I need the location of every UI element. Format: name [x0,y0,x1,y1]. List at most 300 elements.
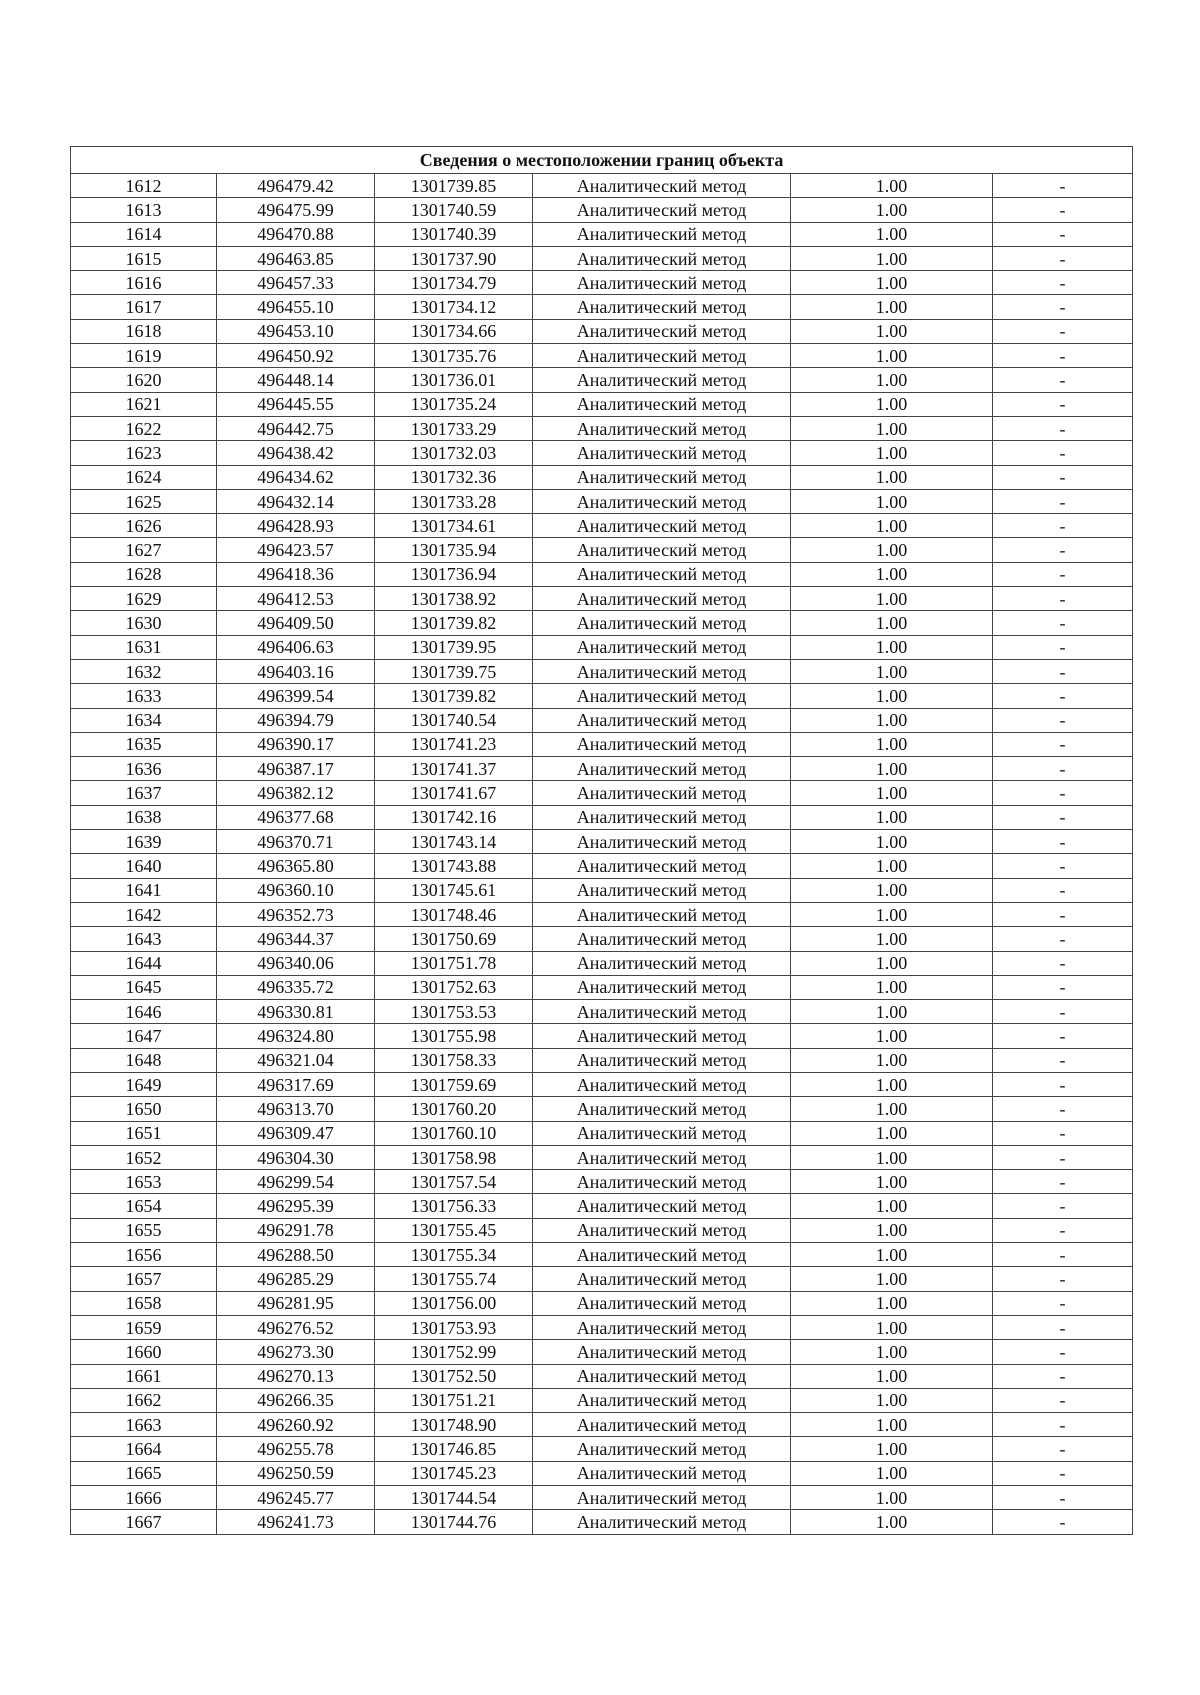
method-cell: Аналитический метод [533,684,791,708]
point-number-cell: 1665 [71,1461,217,1485]
table-body [71,147,1133,1535]
method-cell: Аналитический метод [533,1243,791,1267]
method-cell: Аналитический метод [533,951,791,975]
table-row [71,951,1133,975]
accuracy-cell: 1.00 [791,854,993,878]
accuracy-cell: 1.00 [791,1340,993,1364]
x-coordinate-cell: 496475.99 [217,198,375,222]
method-cell: Аналитический метод [533,271,791,295]
point-number-cell: 1652 [71,1145,217,1169]
y-coordinate-cell: 1301735.76 [375,344,533,368]
x-coordinate-cell: 496344.37 [217,927,375,951]
description-cell: - [993,514,1133,538]
description-cell: - [993,927,1133,951]
table-row [71,344,1133,368]
y-coordinate-cell: 1301734.79 [375,271,533,295]
accuracy-cell: 1.00 [791,1048,993,1072]
point-number-cell: 1645 [71,975,217,999]
y-coordinate-cell: 1301734.66 [375,319,533,343]
x-coordinate-cell: 496324.80 [217,1024,375,1048]
y-coordinate-cell: 1301740.54 [375,708,533,732]
description-cell: - [993,1388,1133,1412]
description-cell: - [993,465,1133,489]
method-cell: Аналитический метод [533,902,791,926]
table-row [71,1510,1133,1534]
method-cell: Аналитический метод [533,1097,791,1121]
point-number-cell: 1641 [71,878,217,902]
method-cell: Аналитический метод [533,319,791,343]
table-row [71,489,1133,513]
x-coordinate-cell: 496330.81 [217,1000,375,1024]
point-number-cell: 1660 [71,1340,217,1364]
accuracy-cell: 1.00 [791,927,993,951]
table-row [71,1145,1133,1169]
point-number-cell: 1624 [71,465,217,489]
x-coordinate-cell: 496428.93 [217,514,375,538]
description-cell: - [993,344,1133,368]
y-coordinate-cell: 1301756.33 [375,1194,533,1218]
table-row [71,1388,1133,1412]
method-cell: Аналитический метод [533,1388,791,1412]
point-number-cell: 1642 [71,902,217,926]
table-row [71,514,1133,538]
x-coordinate-cell: 496276.52 [217,1315,375,1339]
y-coordinate-cell: 1301732.36 [375,465,533,489]
point-number-cell: 1622 [71,416,217,440]
accuracy-cell: 1.00 [791,1145,993,1169]
point-number-cell: 1634 [71,708,217,732]
x-coordinate-cell: 496285.29 [217,1267,375,1291]
method-cell: Аналитический метод [533,878,791,902]
y-coordinate-cell: 1301751.21 [375,1388,533,1412]
description-cell: - [993,757,1133,781]
table-title-row [71,147,1133,174]
x-coordinate-cell: 496434.62 [217,465,375,489]
table-row [71,902,1133,926]
y-coordinate-cell: 1301736.01 [375,368,533,392]
y-coordinate-cell: 1301752.50 [375,1364,533,1388]
description-cell: - [993,1145,1133,1169]
method-cell: Аналитический метод [533,757,791,781]
x-coordinate-cell: 496321.04 [217,1048,375,1072]
description-cell: - [993,1121,1133,1145]
y-coordinate-cell: 1301755.98 [375,1024,533,1048]
table-row [71,1072,1133,1096]
y-coordinate-cell: 1301733.28 [375,489,533,513]
point-number-cell: 1647 [71,1024,217,1048]
point-number-cell: 1626 [71,514,217,538]
x-coordinate-cell: 496382.12 [217,781,375,805]
x-coordinate-cell: 496295.39 [217,1194,375,1218]
point-number-cell: 1627 [71,538,217,562]
y-coordinate-cell: 1301744.54 [375,1486,533,1510]
y-coordinate-cell: 1301741.67 [375,781,533,805]
accuracy-cell: 1.00 [791,684,993,708]
method-cell: Аналитический метод [533,1315,791,1339]
table-row [71,198,1133,222]
table-row [71,1486,1133,1510]
y-coordinate-cell: 1301745.23 [375,1461,533,1485]
description-cell: - [993,611,1133,635]
point-number-cell: 1650 [71,1097,217,1121]
point-number-cell: 1612 [71,174,217,198]
description-cell: - [993,951,1133,975]
y-coordinate-cell: 1301738.92 [375,587,533,611]
boundary-coordinates-table [70,146,1133,1535]
point-number-cell: 1646 [71,1000,217,1024]
point-number-cell: 1616 [71,271,217,295]
description-cell: - [993,174,1133,198]
table-row [71,416,1133,440]
accuracy-cell: 1.00 [791,659,993,683]
y-coordinate-cell: 1301756.00 [375,1291,533,1315]
method-cell: Аналитический метод [533,538,791,562]
method-cell: Аналитический метод [533,1121,791,1145]
y-coordinate-cell: 1301744.76 [375,1510,533,1534]
description-cell: - [993,1024,1133,1048]
accuracy-cell: 1.00 [791,1243,993,1267]
method-cell: Аналитический метод [533,635,791,659]
accuracy-cell: 1.00 [791,1291,993,1315]
table-row [71,781,1133,805]
point-number-cell: 1625 [71,489,217,513]
description-cell: - [993,416,1133,440]
y-coordinate-cell: 1301758.33 [375,1048,533,1072]
method-cell: Аналитический метод [533,1194,791,1218]
point-number-cell: 1629 [71,587,217,611]
table-row [71,271,1133,295]
method-cell: Аналитический метод [533,1145,791,1169]
accuracy-cell: 1.00 [791,246,993,270]
x-coordinate-cell: 496377.68 [217,805,375,829]
y-coordinate-cell: 1301748.90 [375,1413,533,1437]
table-row [71,757,1133,781]
description-cell: - [993,392,1133,416]
table-row [71,587,1133,611]
y-coordinate-cell: 1301755.74 [375,1267,533,1291]
y-coordinate-cell: 1301739.75 [375,659,533,683]
x-coordinate-cell: 496266.35 [217,1388,375,1412]
description-cell: - [993,805,1133,829]
method-cell: Аналитический метод [533,587,791,611]
accuracy-cell: 1.00 [791,174,993,198]
method-cell: Аналитический метод [533,854,791,878]
table-row [71,611,1133,635]
x-coordinate-cell: 496340.06 [217,951,375,975]
point-number-cell: 1619 [71,344,217,368]
y-coordinate-cell: 1301753.53 [375,1000,533,1024]
method-cell: Аналитический метод [533,830,791,854]
point-number-cell: 1618 [71,319,217,343]
description-cell: - [993,1267,1133,1291]
x-coordinate-cell: 496442.75 [217,416,375,440]
description-cell: - [993,1170,1133,1194]
method-cell: Аналитический метод [533,295,791,319]
description-cell: - [993,659,1133,683]
description-cell: - [993,854,1133,878]
accuracy-cell: 1.00 [791,1121,993,1145]
accuracy-cell: 1.00 [791,1388,993,1412]
method-cell: Аналитический метод [533,441,791,465]
description-cell: - [993,1340,1133,1364]
accuracy-cell: 1.00 [791,1072,993,1096]
x-coordinate-cell: 496432.14 [217,489,375,513]
table-row [71,295,1133,319]
accuracy-cell: 1.00 [791,975,993,999]
method-cell: Аналитический метод [533,781,791,805]
point-number-cell: 1631 [71,635,217,659]
accuracy-cell: 1.00 [791,757,993,781]
description-cell: - [993,271,1133,295]
accuracy-cell: 1.00 [791,1315,993,1339]
method-cell: Аналитический метод [533,222,791,246]
y-coordinate-cell: 1301740.59 [375,198,533,222]
point-number-cell: 1614 [71,222,217,246]
x-coordinate-cell: 496450.92 [217,344,375,368]
y-coordinate-cell: 1301739.95 [375,635,533,659]
description-cell: - [993,1486,1133,1510]
table-row [71,830,1133,854]
method-cell: Аналитический метод [533,611,791,635]
y-coordinate-cell: 1301759.69 [375,1072,533,1096]
point-number-cell: 1648 [71,1048,217,1072]
x-coordinate-cell: 496370.71 [217,830,375,854]
x-coordinate-cell: 496304.30 [217,1145,375,1169]
x-coordinate-cell: 496423.57 [217,538,375,562]
y-coordinate-cell: 1301752.63 [375,975,533,999]
point-number-cell: 1643 [71,927,217,951]
description-cell: - [993,587,1133,611]
y-coordinate-cell: 1301758.98 [375,1145,533,1169]
y-coordinate-cell: 1301734.61 [375,514,533,538]
point-number-cell: 1653 [71,1170,217,1194]
x-coordinate-cell: 496463.85 [217,246,375,270]
accuracy-cell: 1.00 [791,878,993,902]
point-number-cell: 1628 [71,562,217,586]
description-cell: - [993,222,1133,246]
description-cell: - [993,975,1133,999]
description-cell: - [993,902,1133,926]
point-number-cell: 1663 [71,1413,217,1437]
accuracy-cell: 1.00 [791,465,993,489]
accuracy-cell: 1.00 [791,222,993,246]
x-coordinate-cell: 496406.63 [217,635,375,659]
accuracy-cell: 1.00 [791,830,993,854]
table-row [71,732,1133,756]
x-coordinate-cell: 496241.73 [217,1510,375,1534]
y-coordinate-cell: 1301732.03 [375,441,533,465]
point-number-cell: 1644 [71,951,217,975]
accuracy-cell: 1.00 [791,781,993,805]
y-coordinate-cell: 1301739.85 [375,174,533,198]
method-cell: Аналитический метод [533,1267,791,1291]
x-coordinate-cell: 496365.80 [217,854,375,878]
y-coordinate-cell: 1301736.94 [375,562,533,586]
accuracy-cell: 1.00 [791,902,993,926]
description-cell: - [993,1218,1133,1242]
table-row [71,222,1133,246]
table-row [71,1243,1133,1267]
method-cell: Аналитический метод [533,1364,791,1388]
method-cell: Аналитический метод [533,1340,791,1364]
point-number-cell: 1615 [71,246,217,270]
table-row [71,635,1133,659]
y-coordinate-cell: 1301746.85 [375,1437,533,1461]
point-number-cell: 1620 [71,368,217,392]
x-coordinate-cell: 496438.42 [217,441,375,465]
accuracy-cell: 1.00 [791,1437,993,1461]
description-cell: - [993,1000,1133,1024]
table-row [71,1121,1133,1145]
description-cell: - [993,1194,1133,1218]
x-coordinate-cell: 496479.42 [217,174,375,198]
method-cell: Аналитический метод [533,1437,791,1461]
table-row [71,708,1133,732]
table-row [71,174,1133,198]
description-cell: - [993,198,1133,222]
point-number-cell: 1657 [71,1267,217,1291]
table-row [71,1000,1133,1024]
point-number-cell: 1637 [71,781,217,805]
accuracy-cell: 1.00 [791,344,993,368]
method-cell: Аналитический метод [533,708,791,732]
x-coordinate-cell: 496453.10 [217,319,375,343]
accuracy-cell: 1.00 [791,514,993,538]
table-row [71,538,1133,562]
point-number-cell: 1636 [71,757,217,781]
x-coordinate-cell: 496470.88 [217,222,375,246]
method-cell: Аналитический метод [533,198,791,222]
method-cell: Аналитический метод [533,489,791,513]
x-coordinate-cell: 496309.47 [217,1121,375,1145]
accuracy-cell: 1.00 [791,392,993,416]
point-number-cell: 1661 [71,1364,217,1388]
method-cell: Аналитический метод [533,1072,791,1096]
x-coordinate-cell: 496255.78 [217,1437,375,1461]
y-coordinate-cell: 1301760.10 [375,1121,533,1145]
method-cell: Аналитический метод [533,659,791,683]
y-coordinate-cell: 1301757.54 [375,1170,533,1194]
table-row [71,805,1133,829]
description-cell: - [993,1291,1133,1315]
method-cell: Аналитический метод [533,246,791,270]
x-coordinate-cell: 496260.92 [217,1413,375,1437]
x-coordinate-cell: 496418.36 [217,562,375,586]
point-number-cell: 1658 [71,1291,217,1315]
description-cell: - [993,538,1133,562]
point-number-cell: 1662 [71,1388,217,1412]
table-row [71,441,1133,465]
table-row [71,1461,1133,1485]
point-number-cell: 1639 [71,830,217,854]
table-row [71,1218,1133,1242]
table-row [71,392,1133,416]
accuracy-cell: 1.00 [791,732,993,756]
method-cell: Аналитический метод [533,732,791,756]
description-cell: - [993,441,1133,465]
x-coordinate-cell: 496313.70 [217,1097,375,1121]
table-row [71,1170,1133,1194]
accuracy-cell: 1.00 [791,295,993,319]
x-coordinate-cell: 496291.78 [217,1218,375,1242]
x-coordinate-cell: 496409.50 [217,611,375,635]
accuracy-cell: 1.00 [791,198,993,222]
accuracy-cell: 1.00 [791,538,993,562]
point-number-cell: 1656 [71,1243,217,1267]
x-coordinate-cell: 496394.79 [217,708,375,732]
table-row [71,684,1133,708]
point-number-cell: 1633 [71,684,217,708]
y-coordinate-cell: 1301733.29 [375,416,533,440]
description-cell: - [993,489,1133,513]
y-coordinate-cell: 1301743.14 [375,830,533,854]
accuracy-cell: 1.00 [791,587,993,611]
accuracy-cell: 1.00 [791,708,993,732]
y-coordinate-cell: 1301734.12 [375,295,533,319]
x-coordinate-cell: 496288.50 [217,1243,375,1267]
method-cell: Аналитический метод [533,392,791,416]
description-cell: - [993,830,1133,854]
y-coordinate-cell: 1301753.93 [375,1315,533,1339]
method-cell: Аналитический метод [533,465,791,489]
x-coordinate-cell: 496299.54 [217,1170,375,1194]
accuracy-cell: 1.00 [791,1413,993,1437]
x-coordinate-cell: 496352.73 [217,902,375,926]
description-cell: - [993,1243,1133,1267]
accuracy-cell: 1.00 [791,1097,993,1121]
description-cell: - [993,1315,1133,1339]
accuracy-cell: 1.00 [791,611,993,635]
y-coordinate-cell: 1301737.90 [375,246,533,270]
method-cell: Аналитический метод [533,1048,791,1072]
point-number-cell: 1667 [71,1510,217,1534]
description-cell: - [993,635,1133,659]
accuracy-cell: 1.00 [791,319,993,343]
method-cell: Аналитический метод [533,927,791,951]
accuracy-cell: 1.00 [791,1194,993,1218]
accuracy-cell: 1.00 [791,562,993,586]
description-cell: - [993,1413,1133,1437]
y-coordinate-cell: 1301755.34 [375,1243,533,1267]
x-coordinate-cell: 496317.69 [217,1072,375,1096]
x-coordinate-cell: 496270.13 [217,1364,375,1388]
accuracy-cell: 1.00 [791,951,993,975]
table-row [71,1048,1133,1072]
description-cell: - [993,319,1133,343]
point-number-cell: 1638 [71,805,217,829]
x-coordinate-cell: 496455.10 [217,295,375,319]
description-cell: - [993,1461,1133,1485]
y-coordinate-cell: 1301742.16 [375,805,533,829]
description-cell: - [993,1510,1133,1534]
accuracy-cell: 1.00 [791,1218,993,1242]
point-number-cell: 1613 [71,198,217,222]
table-row [71,927,1133,951]
table-row [71,562,1133,586]
table-row [71,465,1133,489]
table-row [71,854,1133,878]
table-row [71,1437,1133,1461]
table-row [71,659,1133,683]
method-cell: Аналитический метод [533,1291,791,1315]
accuracy-cell: 1.00 [791,1461,993,1485]
table-row [71,1340,1133,1364]
y-coordinate-cell: 1301741.23 [375,732,533,756]
point-number-cell: 1654 [71,1194,217,1218]
x-coordinate-cell: 496412.53 [217,587,375,611]
y-coordinate-cell: 1301739.82 [375,611,533,635]
table-row [71,975,1133,999]
